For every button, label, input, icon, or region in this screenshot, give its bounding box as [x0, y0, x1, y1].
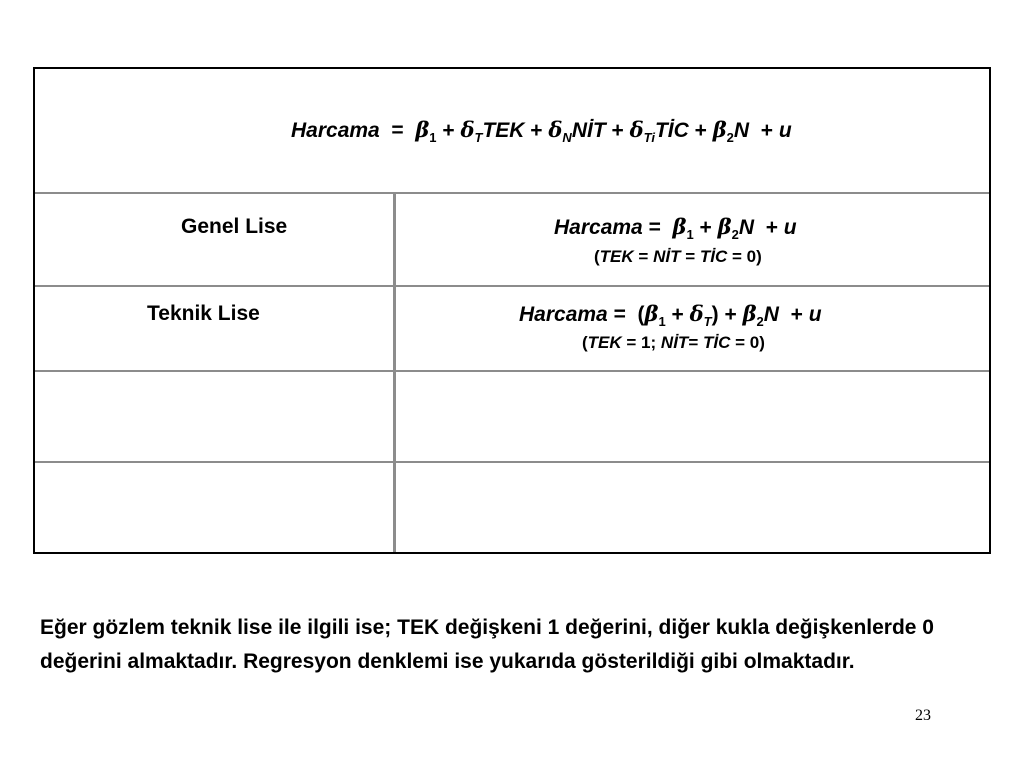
table-divider [35, 192, 989, 194]
table-divider [35, 461, 989, 463]
explanation-paragraph: Eğer gözlem teknik lise ile ilgili ise; TEK değişkeni 1 değerini, diğer kukla değişkenlerde 0 değerini almaktadır. Regresyon denklemi ise yukarıda gösterildiği gibi olmaktadır. [40, 616, 934, 673]
table-divider [35, 370, 989, 372]
genel-lise-condition: (TEK = NİT = TİC = 0) [594, 247, 762, 266]
row-label-genel-lise: Genel Lise [181, 215, 288, 238]
page-number: 23 [915, 707, 931, 724]
table-column-divider [393, 193, 396, 552]
model-table [33, 67, 991, 554]
teknik-lise-equation: Harcama = $(\beta_1 + \delta_T) + \beta_2N + u$ [519, 301, 822, 329]
genel-lise-equation: Harcama = $\beta_1 + \beta_2N + u$ [554, 214, 797, 242]
full-regression-equation: Harcama = $\beta_1 + \delta_TTEK$ + $\delta_NNİT$ + $\delta_{Ti}TİC + \beta_2N + u$ [291, 117, 792, 145]
row-label-teknik-lise: Teknik Lise [147, 302, 260, 325]
table-divider [35, 285, 989, 287]
teknik-lise-condition: (TEK = 1; NİT= TİC = 0) [582, 333, 765, 352]
